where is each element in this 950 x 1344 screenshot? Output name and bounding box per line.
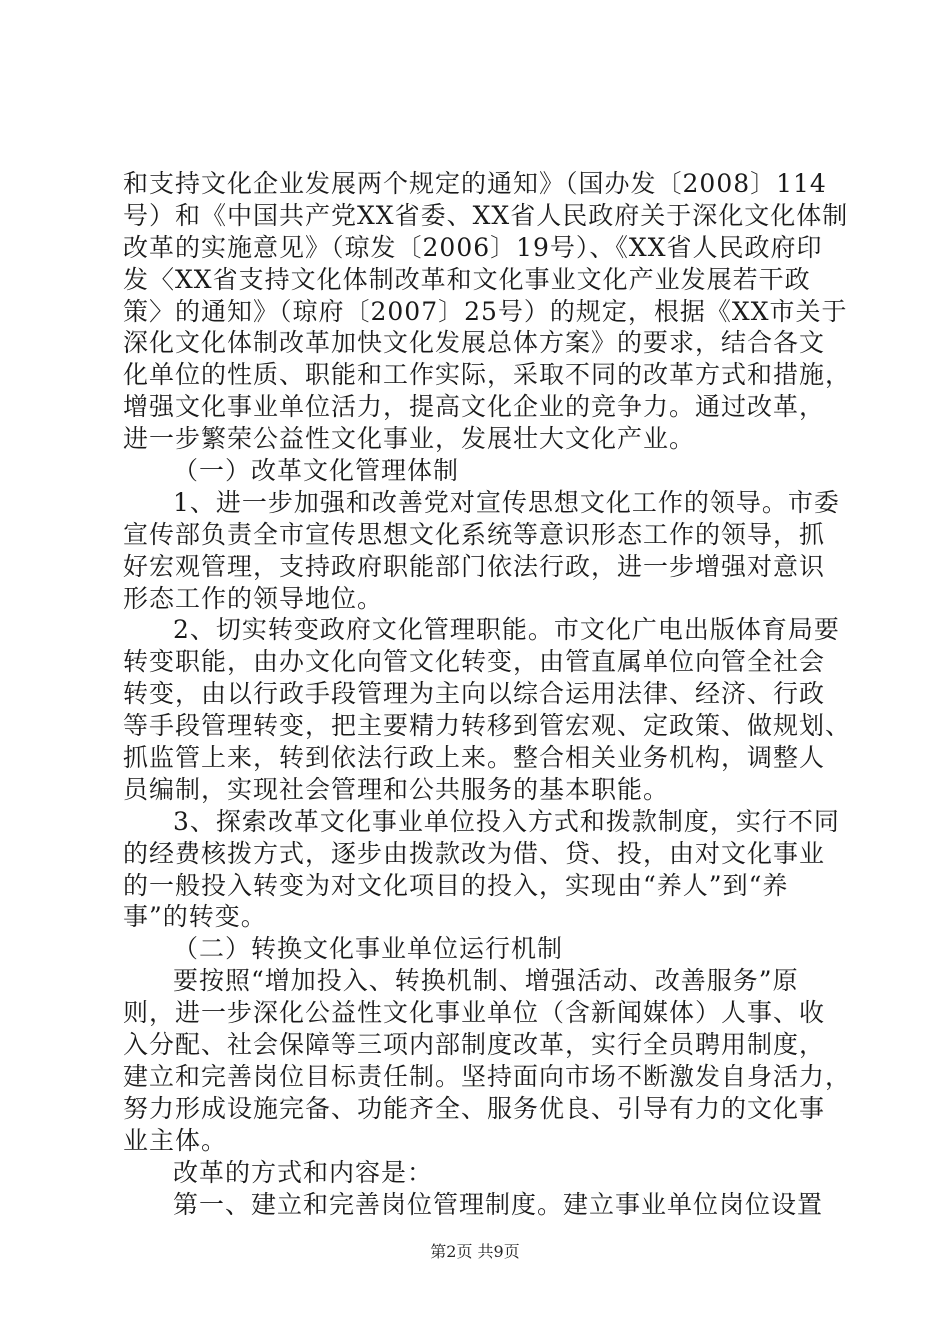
- text-line: 的一般投入转变为对文化项目的投入，实现由“养人”到“养: [123, 870, 789, 900]
- text-line: 员编制，实现社会管理和公共服务的基本职能。: [123, 774, 670, 804]
- text-line: 改革的实施意见》（琼发〔2006〕19号）、《XX省人民政府印: [123, 232, 823, 262]
- text-line: 深化文化体制改革加快文化发展总体方案》的要求，结合各文: [123, 328, 826, 358]
- page-footer: [0, 1242, 950, 1262]
- text-line: 形态工作的领导地位。: [123, 583, 384, 613]
- text-line: 化单位的性质、职能和工作实际，采取不同的改革方式和措施，: [123, 360, 852, 390]
- text-line: 事”的转变。: [123, 902, 267, 932]
- text-line: 1、进一步加强和改善党对宣传思想文化工作的领导。市委: [173, 487, 840, 517]
- text-line: 建立和完善岗位目标责任制。坚持面向市场不断激发自身活力，: [123, 1061, 852, 1091]
- text-line: 要按照“增加投入、转换机制、增强活动、改善服务”原: [173, 966, 799, 996]
- section-heading: （二）转换文化事业单位运行机制: [173, 934, 564, 964]
- text-line: 业主体。: [123, 1125, 228, 1155]
- section-heading: （一）改革文化管理体制: [173, 456, 460, 486]
- text-line: 增强文化事业单位活力，提高文化企业的竞争力。通过改革，: [123, 392, 826, 422]
- text-line: 2、切实转变政府文化管理职能。市文化广电出版体育局要: [173, 615, 840, 645]
- text-line: 发〈XX省支持文化体制改革和文化事业文化产业发展若干政: [123, 264, 811, 294]
- text-line: 进一步繁荣公益性文化事业，发展壮大文化产业。: [123, 424, 696, 454]
- text-line: 努力形成设施完备、功能齐全、服务优良、引导有力的文化事: [123, 1093, 826, 1123]
- text-line: 3、探索改革文化事业单位投入方式和拨款制度，实行不同: [173, 806, 840, 836]
- document-body: [123, 168, 852, 1220]
- text-line: 等手段管理转变，把主要精力转移到管宏观、定政策、做规划、: [123, 711, 852, 741]
- text-line: 号）和《中国共产党XX省委、XX省人民政府关于深化文化体制: [123, 200, 849, 230]
- text-line: 第一、建立和完善岗位管理制度。建立事业单位岗位设置: [173, 1189, 824, 1219]
- text-line: 则，进一步深化公益性文化事业单位（含新闻媒体）人事、收: [123, 998, 826, 1028]
- text-line: 的经费核拨方式，逐步由拨款改为借、贷、投，由对文化事业: [123, 838, 826, 868]
- text-line: 好宏观管理，支持政府职能部门依法行政，进一步增强对意识: [123, 551, 826, 581]
- text-line: 改革的方式和内容是：: [173, 1157, 434, 1187]
- page-number: 第2页 共9页: [430, 1242, 520, 1261]
- text-line: 入分配、社会保障等三项内部制度改革，实行全员聘用制度，: [123, 1030, 826, 1060]
- text-line: 和支持文化企业发展两个规定的通知》（国办发〔2008〕114: [123, 169, 827, 198]
- text-line: 转变职能，由办文化向管文化转变，由管直属单位向管全社会: [123, 647, 826, 677]
- text-line: 宣传部负责全市宣传思想文化系统等意识形态工作的领导，抓: [123, 519, 826, 549]
- text-line: 策〉的通知》（琼府〔2007〕25号）的规定，根据《XX市关于: [123, 296, 848, 326]
- text-line: 转变，由以行政手段管理为主向以综合运用法律、经济、行政: [123, 679, 826, 709]
- text-line: 抓监管上来，转到依法行政上来。整合相关业务机构，调整人: [123, 743, 826, 773]
